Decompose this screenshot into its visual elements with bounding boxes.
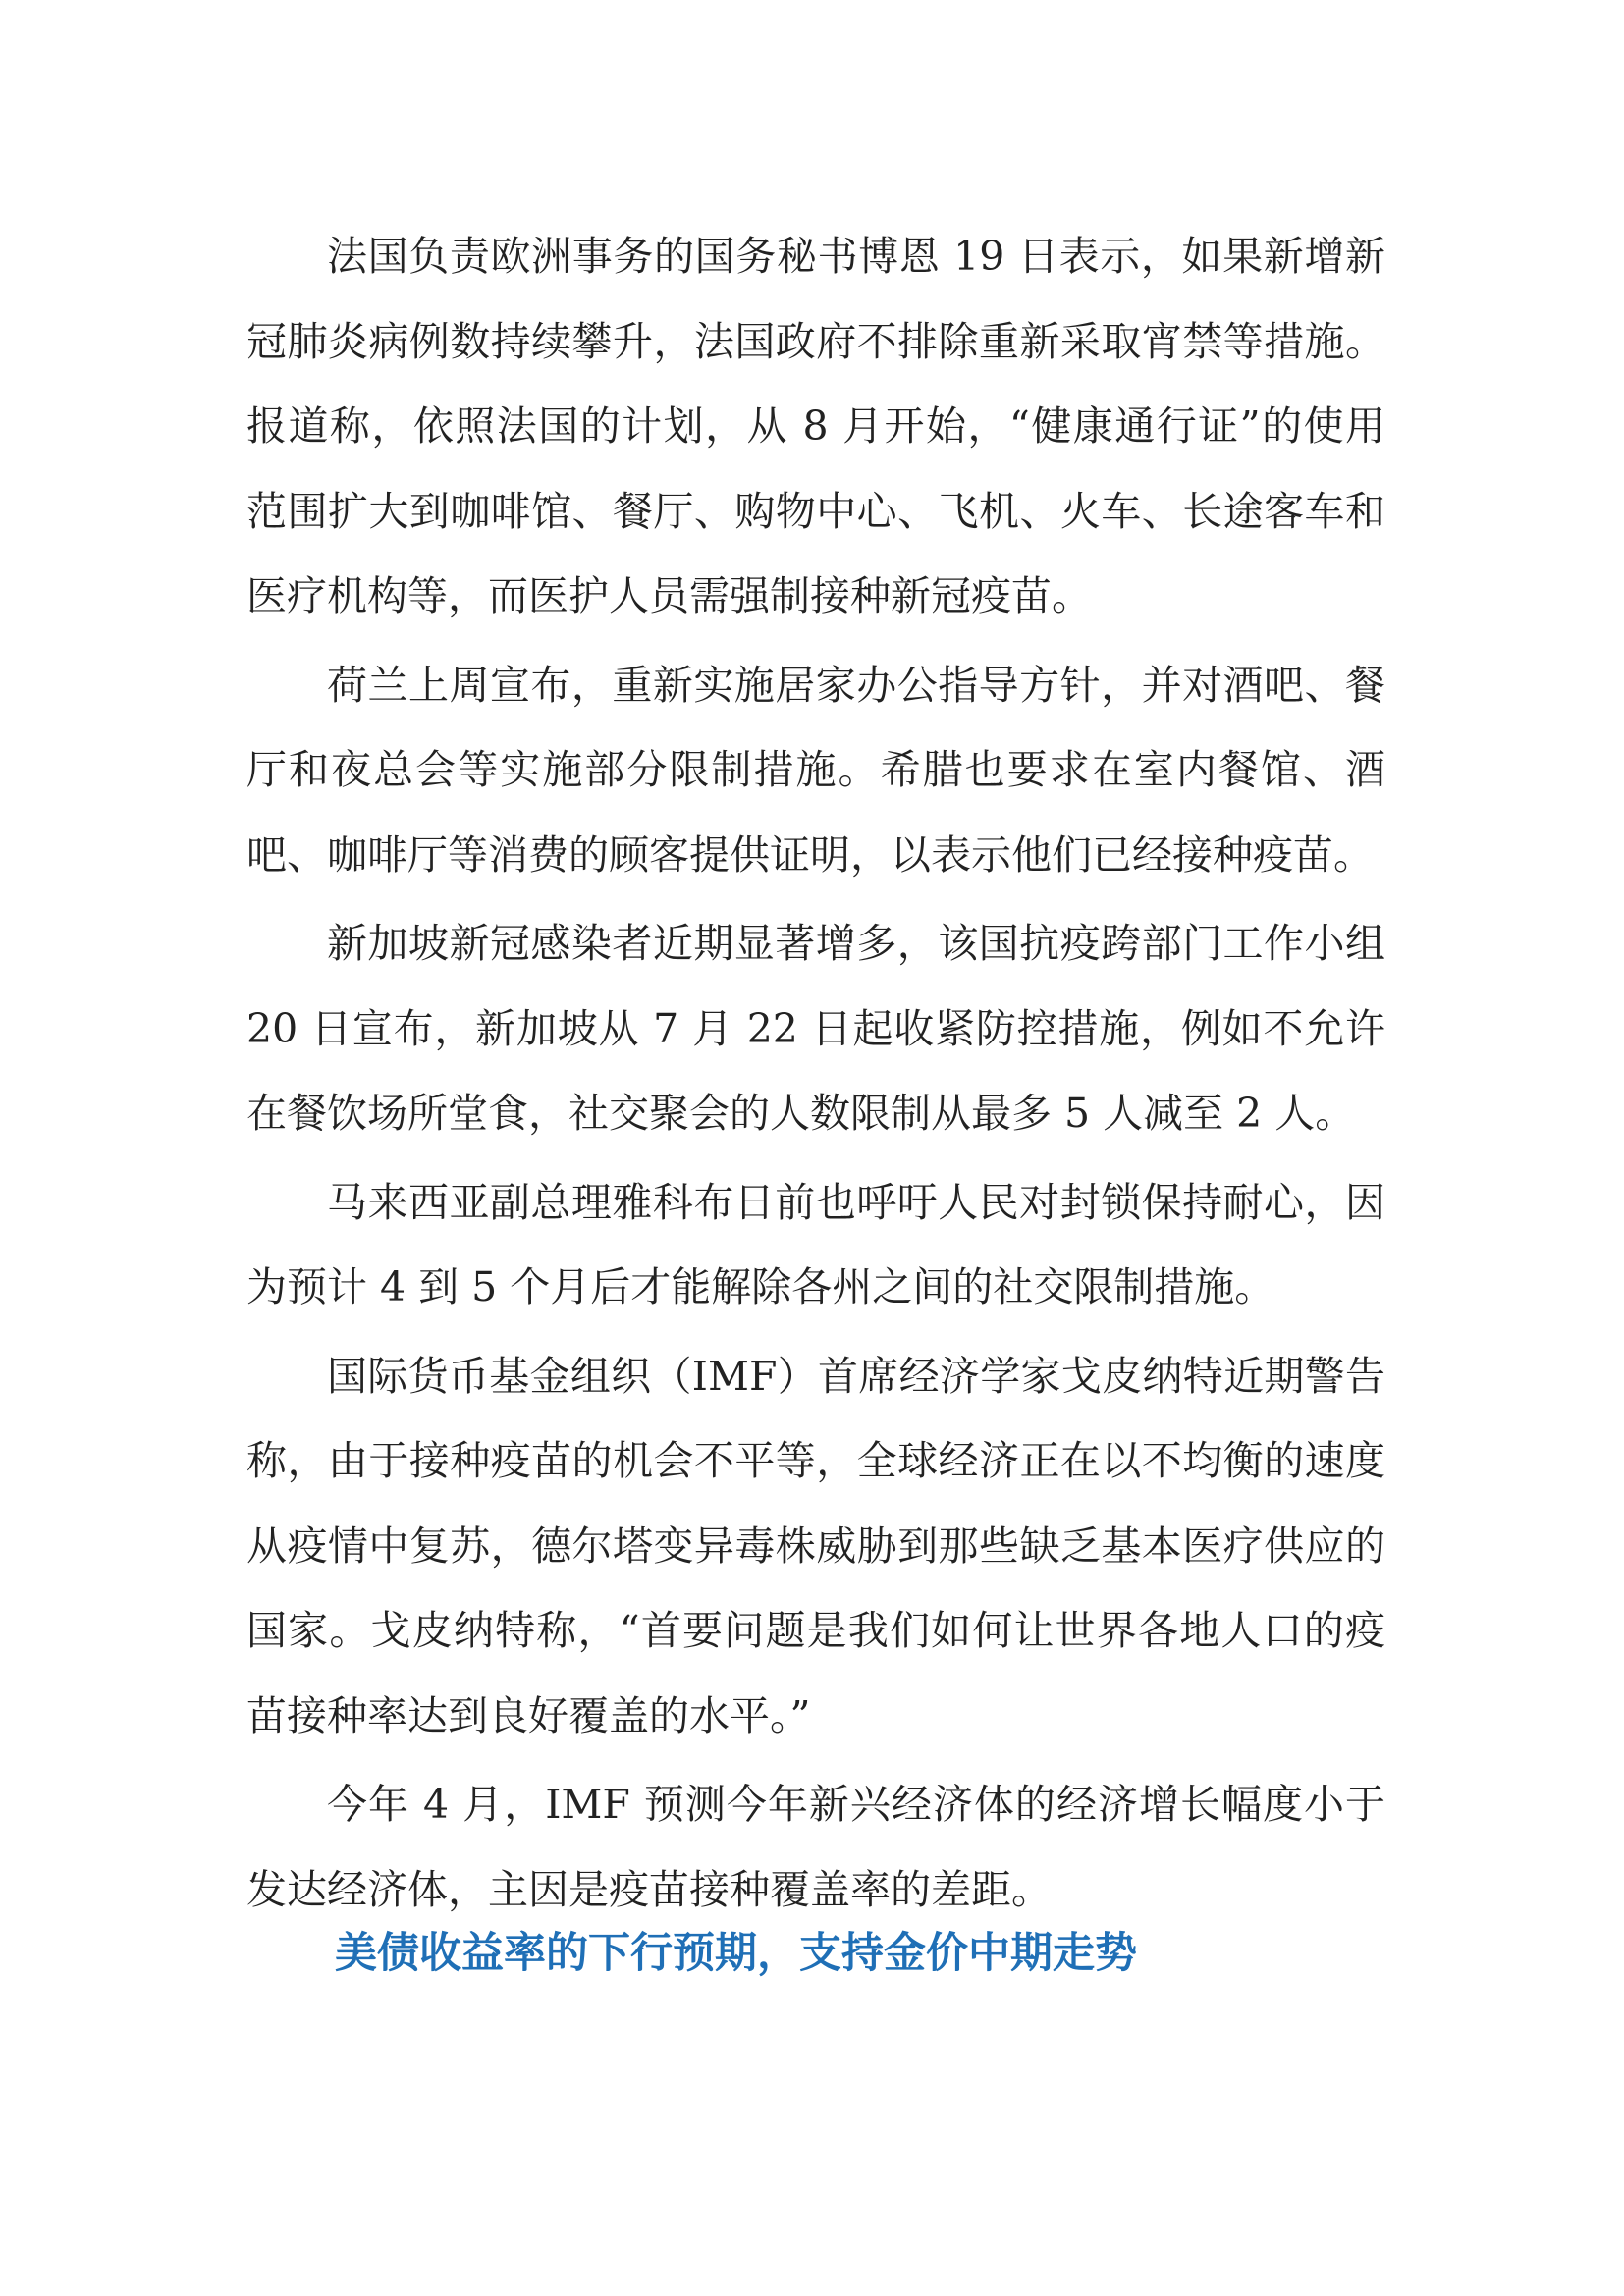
- document-page: [246, 0, 1385, 2296]
- article-body: [246, 214, 1385, 1936]
- paragraph-imf-forecast: 今年 4 月，IMF 预测今年新兴经济体的经济增长幅度小于发达经济体，主因是疫苗接种覆盖率的差距。: [246, 1781, 1385, 1913]
- paragraph-singapore: 新加坡新冠感染者近期显著增多，该国抗疫跨部门工作小组 20 日宣布，新加坡从 7 月 22 日起收紧防控措施，例如不允许在餐饮场所堂食，社交聚会的人数限制从最多 5 人减至 2 人。: [246, 920, 1385, 1137]
- paragraph-netherlands-greece: 荷兰上周宣布，重新实施居家办公指导方针，并对酒吧、餐厅和夜总会等实施部分限制措施。希腊也要求在室内餐馆、酒吧、咖啡厅等消费的顾客提供证明，以表示他们已经接种疫苗。: [246, 661, 1385, 879]
- section-heading: 美债收益率的下行预期，支持金价中期走势: [335, 1929, 1137, 1978]
- paragraph-malaysia: 马来西亚副总理雅科布日前也呼吁人民对封锁保持耐心，因为预计 4 到 5 个月后才能解除各州之间的社交限制措施。: [246, 1178, 1385, 1310]
- paragraph-imf-warning: 国际货币基金组织（IMF）首席经济学家戈皮纳特近期警告称，由于接种疫苗的机会不平等，全球经济正在以不均衡的速度从疫情中复苏，德尔塔变异毒株威胁到那些缺乏基本医疗供应的国家。戈皮纳特称，“首要问题是我们如何让世界各地人口的疫苗接种率达到良好覆盖的水平。”: [246, 1352, 1385, 1739]
- paragraph-france: 法国负责欧洲事务的国务秘书博恩 19 日表示，如果新增新冠肺炎病例数持续攀升，法国政府不排除重新采取宵禁等措施。报道称，依照法国的计划，从 8 月开始，“健康通行证”的使用范围扩大到咖啡馆、餐厅、购物中心、飞机、火车、长途客车和医疗机构等，而医护人员需强制接种新冠疫苗。: [246, 233, 1385, 619]
